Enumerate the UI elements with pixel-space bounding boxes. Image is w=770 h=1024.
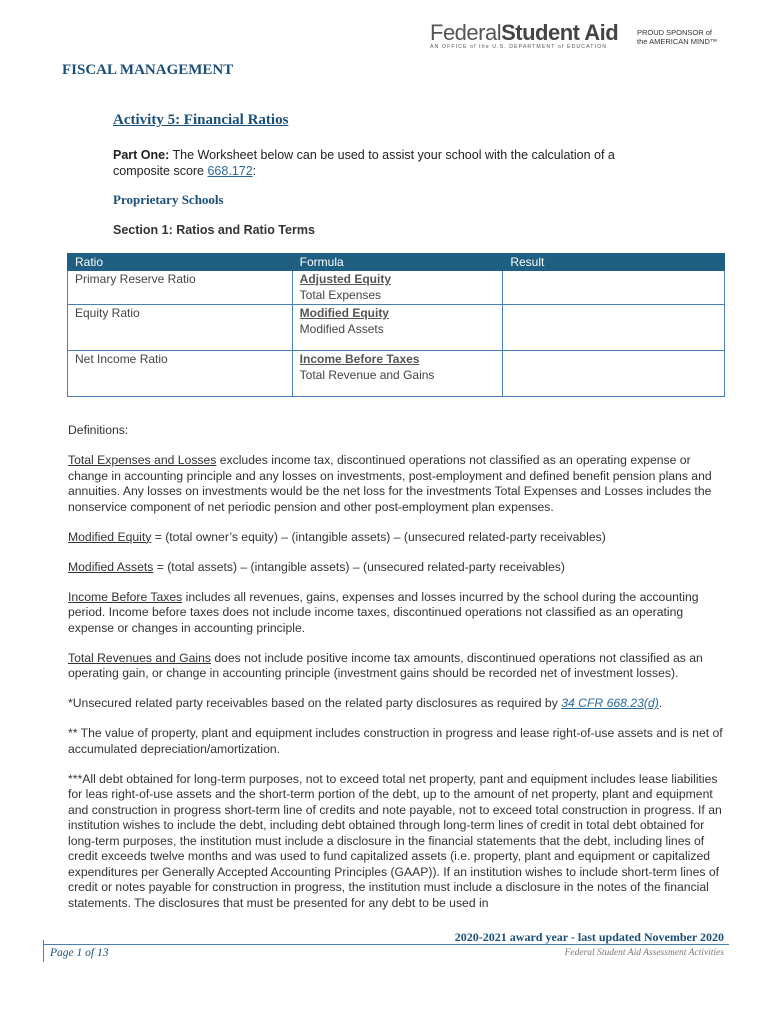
logo-federal: Federal [430,20,502,45]
sponsor-line-1: PROUD SPONSOR of [637,28,713,37]
table-header-row [68,254,725,271]
definition-total-expenses [68,453,728,515]
note-unsecured [68,696,728,712]
footer-tick [43,940,44,962]
logo-student-aid: Student Aid [501,20,619,45]
formula-cell [292,351,503,397]
activity-title: Activity 5: Financial Ratios [113,112,289,128]
definition-text: does not include positive income tax amounts, discontinued operations not classified as an operating gain, or change in accounting principle (investment gains should be recorded net of investment losses). [68,650,703,680]
logo-title [430,20,618,46]
header-result: Result [503,254,725,271]
formula-numerator: Modified Equity [299,306,389,320]
definition-total-revenues [68,651,728,682]
part-one-label: Part One: [113,148,170,162]
proprietary-heading: Proprietary Schools [113,192,224,207]
note-property: ** The value of property, plant and equipment includes construction in progress and lease right-of-use assets and is net of accumulated depreciation/amortization. [68,726,723,756]
result-cell[interactable] [503,271,725,305]
section-heading: FISCAL MANAGEMENT [62,62,234,78]
formula-numerator: Adjusted Equity [299,272,391,286]
logo-subtitle: AN OFFICE of the U.S. DEPARTMENT of EDUCATION [430,44,608,50]
table-row [68,271,725,305]
term: Total Revenues and Gains [68,650,211,665]
header-ratio: Ratio [68,254,293,271]
header-formula: Formula [292,254,503,271]
ratio-name: Primary Reserve Ratio [68,271,293,305]
definition-text: = (total assets) – (intangible assets) – (unsecured related-party receivables) [153,559,565,574]
part-one-paragraph [113,147,653,179]
result-cell[interactable] [503,305,725,351]
formula-denominator: Modified Assets [299,321,384,336]
formula-denominator: Total Revenue and Gains [299,367,435,382]
table-row [68,305,725,351]
award-year-text: 2020-2021 award year - last updated November 2020 [454,930,724,944]
formula-cell [292,271,503,305]
term: Modified Assets [68,559,154,574]
definitions-section [68,423,728,926]
definitions-title: Definitions: [68,423,129,437]
part-one-end: : [252,164,257,178]
ratios-table [67,253,725,397]
ratio-name: Net Income Ratio [68,351,293,397]
definition-modified-assets [68,560,728,576]
page-number: Page 1 of 13 [50,947,109,959]
sponsor-line-2: the AMERICAN MIND™ [637,37,718,46]
table-row [68,351,725,397]
term: Income Before Taxes [68,589,183,604]
footer-divider [43,944,729,945]
definition-text: excludes income tax, discontinued operations not classified as an operating expense or change in accounting principle and any losses on investments, post-employment and defined benefit pension plans and annuities. Any losses on investments would be the net loss for the investments Total Expenses and Losses includes the nonservice component of net periodic pension and other post-employment plan expenses. [68,453,712,514]
note-end: . [658,696,663,710]
definition-modified-equity [68,530,728,546]
definition-text: includes all revenues, gains, expenses and losses incurred by the school during the accounting period. Income before taxes does not include income taxes, discontinued operations not classified as an operating expense or changes in accounting principle. [68,589,699,635]
definition-income-before-taxes [68,590,728,637]
part-one-text: The Worksheet below can be used to assist your school with the calculation of a composite score [113,148,615,178]
formula-denominator: Total Expenses [299,287,382,302]
definition-text: = (total owner’s equity) – (intangible assets) – (unsecured related-party receivables) [151,529,606,544]
sponsor-text [637,28,717,46]
federal-student-aid-logo [430,20,730,54]
section-1-heading: Section 1: Ratios and Ratio Terms [113,223,315,237]
result-cell[interactable] [503,351,725,397]
ratio-name: Equity Ratio [68,305,293,351]
note-text: *Unsecured related party receivables based on the related party disclosures as required by [68,696,562,710]
regulation-link[interactable]: 668.172 [207,164,253,178]
formula-numerator: Income Before Taxes [299,352,420,366]
note-debt: ***All debt obtained for long-term purposes, not to exceed total net property, pant and equipment includes lease liabilities for leas right-of-use assets and the short-term portion of the debt, up to the amount of net property, plant and equipment and construction in progress short-term line of credits and note payable, not to exceed total construction in progress. If an institution wishes to include the debt, including debt obtained through long-term lines of credit in total debt obtained for long-term purposes, the institution must include a disclosure in the financial statements that the debt, including lines of credit exceeds twelve months and was used to fund capitalized assets (i.e. property, plant and equipment or capitalized expenditures per Generally Accepted Accounting Principles (GAAP)). If an institution wishes to include short-term lines of credit or notes payable for construction in progress, the institution must include a disclosure in the notes of the financial statements. The disclosures that must be presented for any debt to be used in [68,771,722,910]
footer-assessment-text: Federal Student Aid Assessment Activities [564,948,724,958]
term: Modified Equity [68,529,152,544]
term: Total Expenses and Losses [68,453,217,467]
formula-cell [292,305,503,351]
cfr-link[interactable]: 34 CFR 668.23(d) [561,696,659,710]
